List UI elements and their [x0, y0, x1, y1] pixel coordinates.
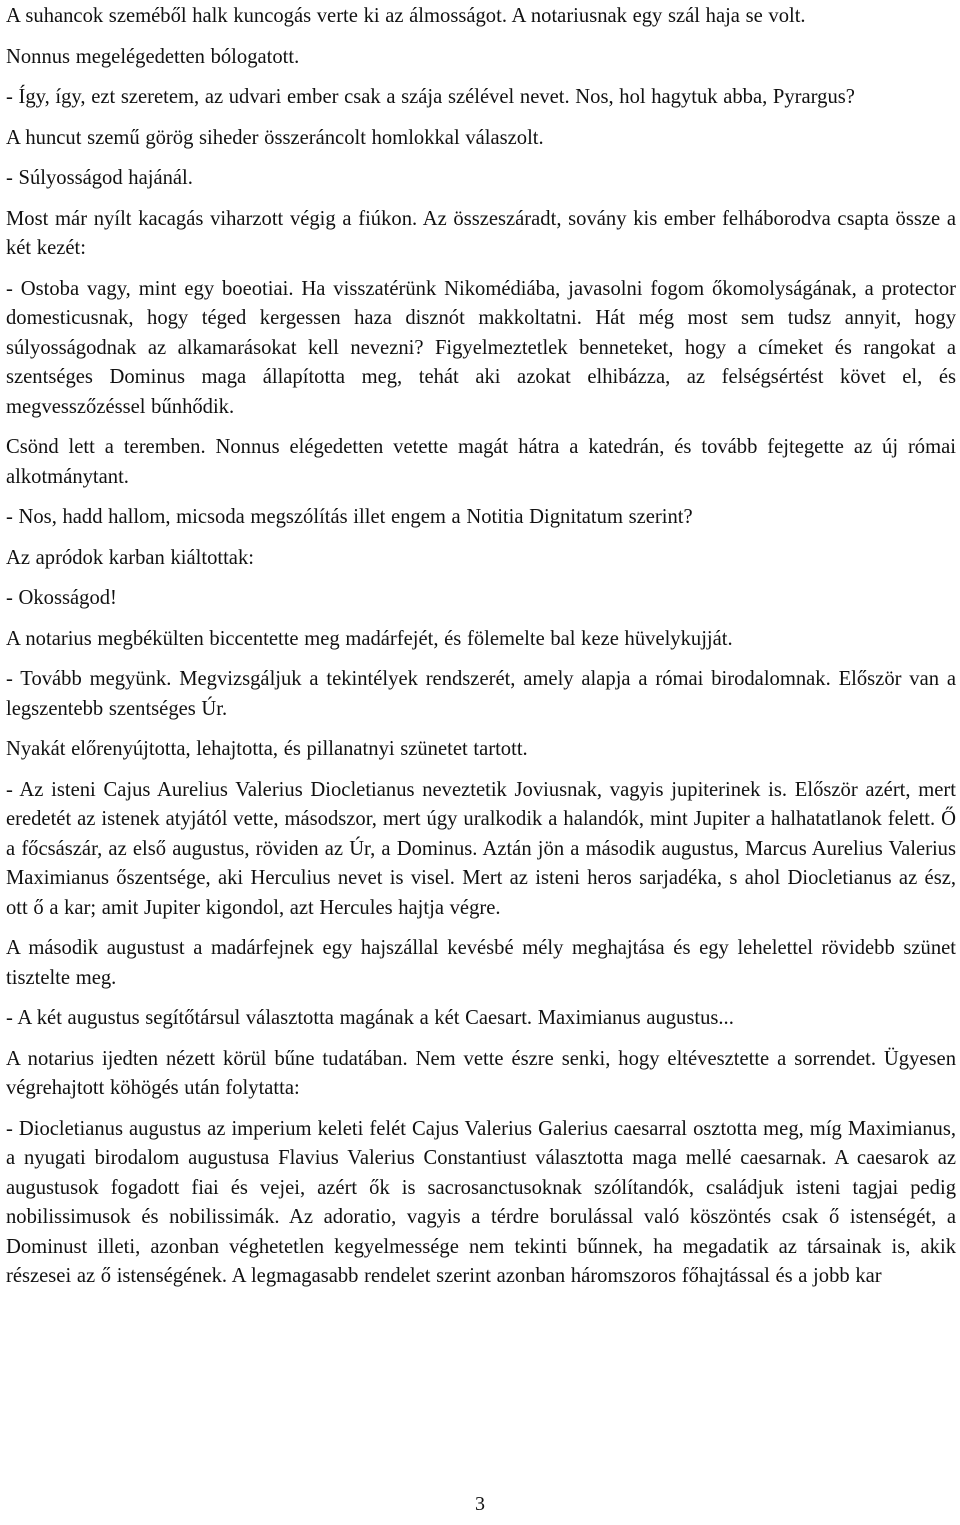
paragraph: - Az isteni Cajus Aurelius Valerius Diocletianus neveztetik Joviusnak, vagyis jupiterinek is. Először azért, mert eredetét az istenek atyjától vette, másodszor, mert úgy uralkodik a halandók, mint Jupiter a halhatatlanok felett. Ő a főcsászár, az első augustus, röviden az Úr, a Dominus. Aztán jön a második augustus, Marcus Aurelius Valerius Maximianus őszentsége, aki Herculius nevet is visel. Mert az isteni heros sarjadéka, s ahol Diocletianus az ész, ott ő a kar; amit Jupiter kigondol, azt Hercules hajtja végre. [6, 778, 956, 919]
paragraph: A suhancok szeméből halk kuncogás verte ki az álmosságot. A notariusnak egy szál haja se volt. [6, 5, 806, 27]
paragraph: - Nos, hadd hallom, micsoda megszólítás illet engem a Notitia Dignitatum szerint? [6, 506, 693, 528]
paragraph: - Így, így, ezt szeretem, az udvari ember csak a szája szélével nevet. Nos, hol hagytuk abba, Pyrargus? [6, 86, 855, 108]
paragraph: - Tovább megyünk. Megvizsgáljuk a tekintélyek rendszerét, amely alapja a római birodalomnak. Először van a legszentebb szentséges Úr. [6, 668, 956, 720]
paragraph: Csönd lett a teremben. Nonnus elégedetten vetette magát hátra a katedrán, és tovább fejtegette az új római alkotmánytant. [6, 436, 956, 488]
page-number: 3 [475, 1493, 485, 1515]
paragraph: - Diocletianus augustus az imperium keleti felét Cajus Valerius Galerius caesarral osztotta meg, míg Maximianus, a nyugati birodalom augustusa Flavius Valerius Constantiust választotta maga mellé caesarnak. A caesarok az augustusok fogadott fiai és vejei, azért ők is sacrosanctusoknak szólítandók, családjuk isteni tagjai pedig nobilissimusok és nobilissimák. Az adoratio, vagyis a térdre borulással való köszöntés csak ő istenségét, a Dominust illeti, azonban véghetetlen kegyelmessége nem tekinti bűnnek, ha megadatik az társainak is, akik részesei az ő istenségének. A legmagasabb rendelet szerint azonban háromszoros főhajtással és a jobb kar [6, 1117, 956, 1287]
paragraph: A notarius ijedten nézett körül bűne tudatában. Nem vette észre senki, hogy eltévesztette a sorrendet. Ügyesen végrehajtott köhögés után folytatta: [6, 1047, 956, 1099]
paragraph: A második augustust a madárfejnek egy hajszállal kevésbé mély meghajtása és egy lehelettel rövidebb szünet tisztelte meg. [6, 937, 956, 989]
paragraph: - Ostoba vagy, mint egy boeotiai. Ha visszatérünk Nikomédiába, javasolni fogom őkomolyságának, a protector domesticusnak, hogy téged kergessen haza disznót makkoltatni. Hát még most sem tudsz annyit, hogy súlyosságodnak az alkamarásokat kell nevezni? Figyelmeztetlek benneteket, hogy a címeket és rangokat a szentséges Dominus maga állapította meg, tehát aki azokat elhibázza, az felségsértést követ el, és megvesszőzéssel bűnhődik. [6, 277, 956, 418]
paragraph: - A két augustus segítőtársul választotta magának a két Caesart. Maximianus augustus... [6, 1007, 734, 1029]
paragraph: Most már nyílt kacagás viharzott végig a fiúkon. Az összeszáradt, sovány kis ember felháborodva csapta össze a két kezét: [6, 207, 956, 259]
paragraph: Nyakát előrenyújtotta, lehajtotta, és pillanatnyi szünetet tartott. [6, 738, 528, 760]
paragraph: Az apródok karban kiáltottak: [6, 546, 254, 569]
paragraph: - Okosságod! [6, 587, 117, 609]
paragraph: A notarius megbékülten biccentette meg madárfejét, és fölemelte bal keze hüvelykujját. [6, 627, 733, 650]
page-body [6, 2, 956, 1303]
paragraph: - Súlyosságod hajánál. [6, 167, 193, 189]
paragraph: A huncut szemű görög siheder összeráncolt homlokkal válaszolt. [6, 126, 544, 149]
paragraph: Nonnus megelégedetten bólogatott. [6, 45, 300, 68]
